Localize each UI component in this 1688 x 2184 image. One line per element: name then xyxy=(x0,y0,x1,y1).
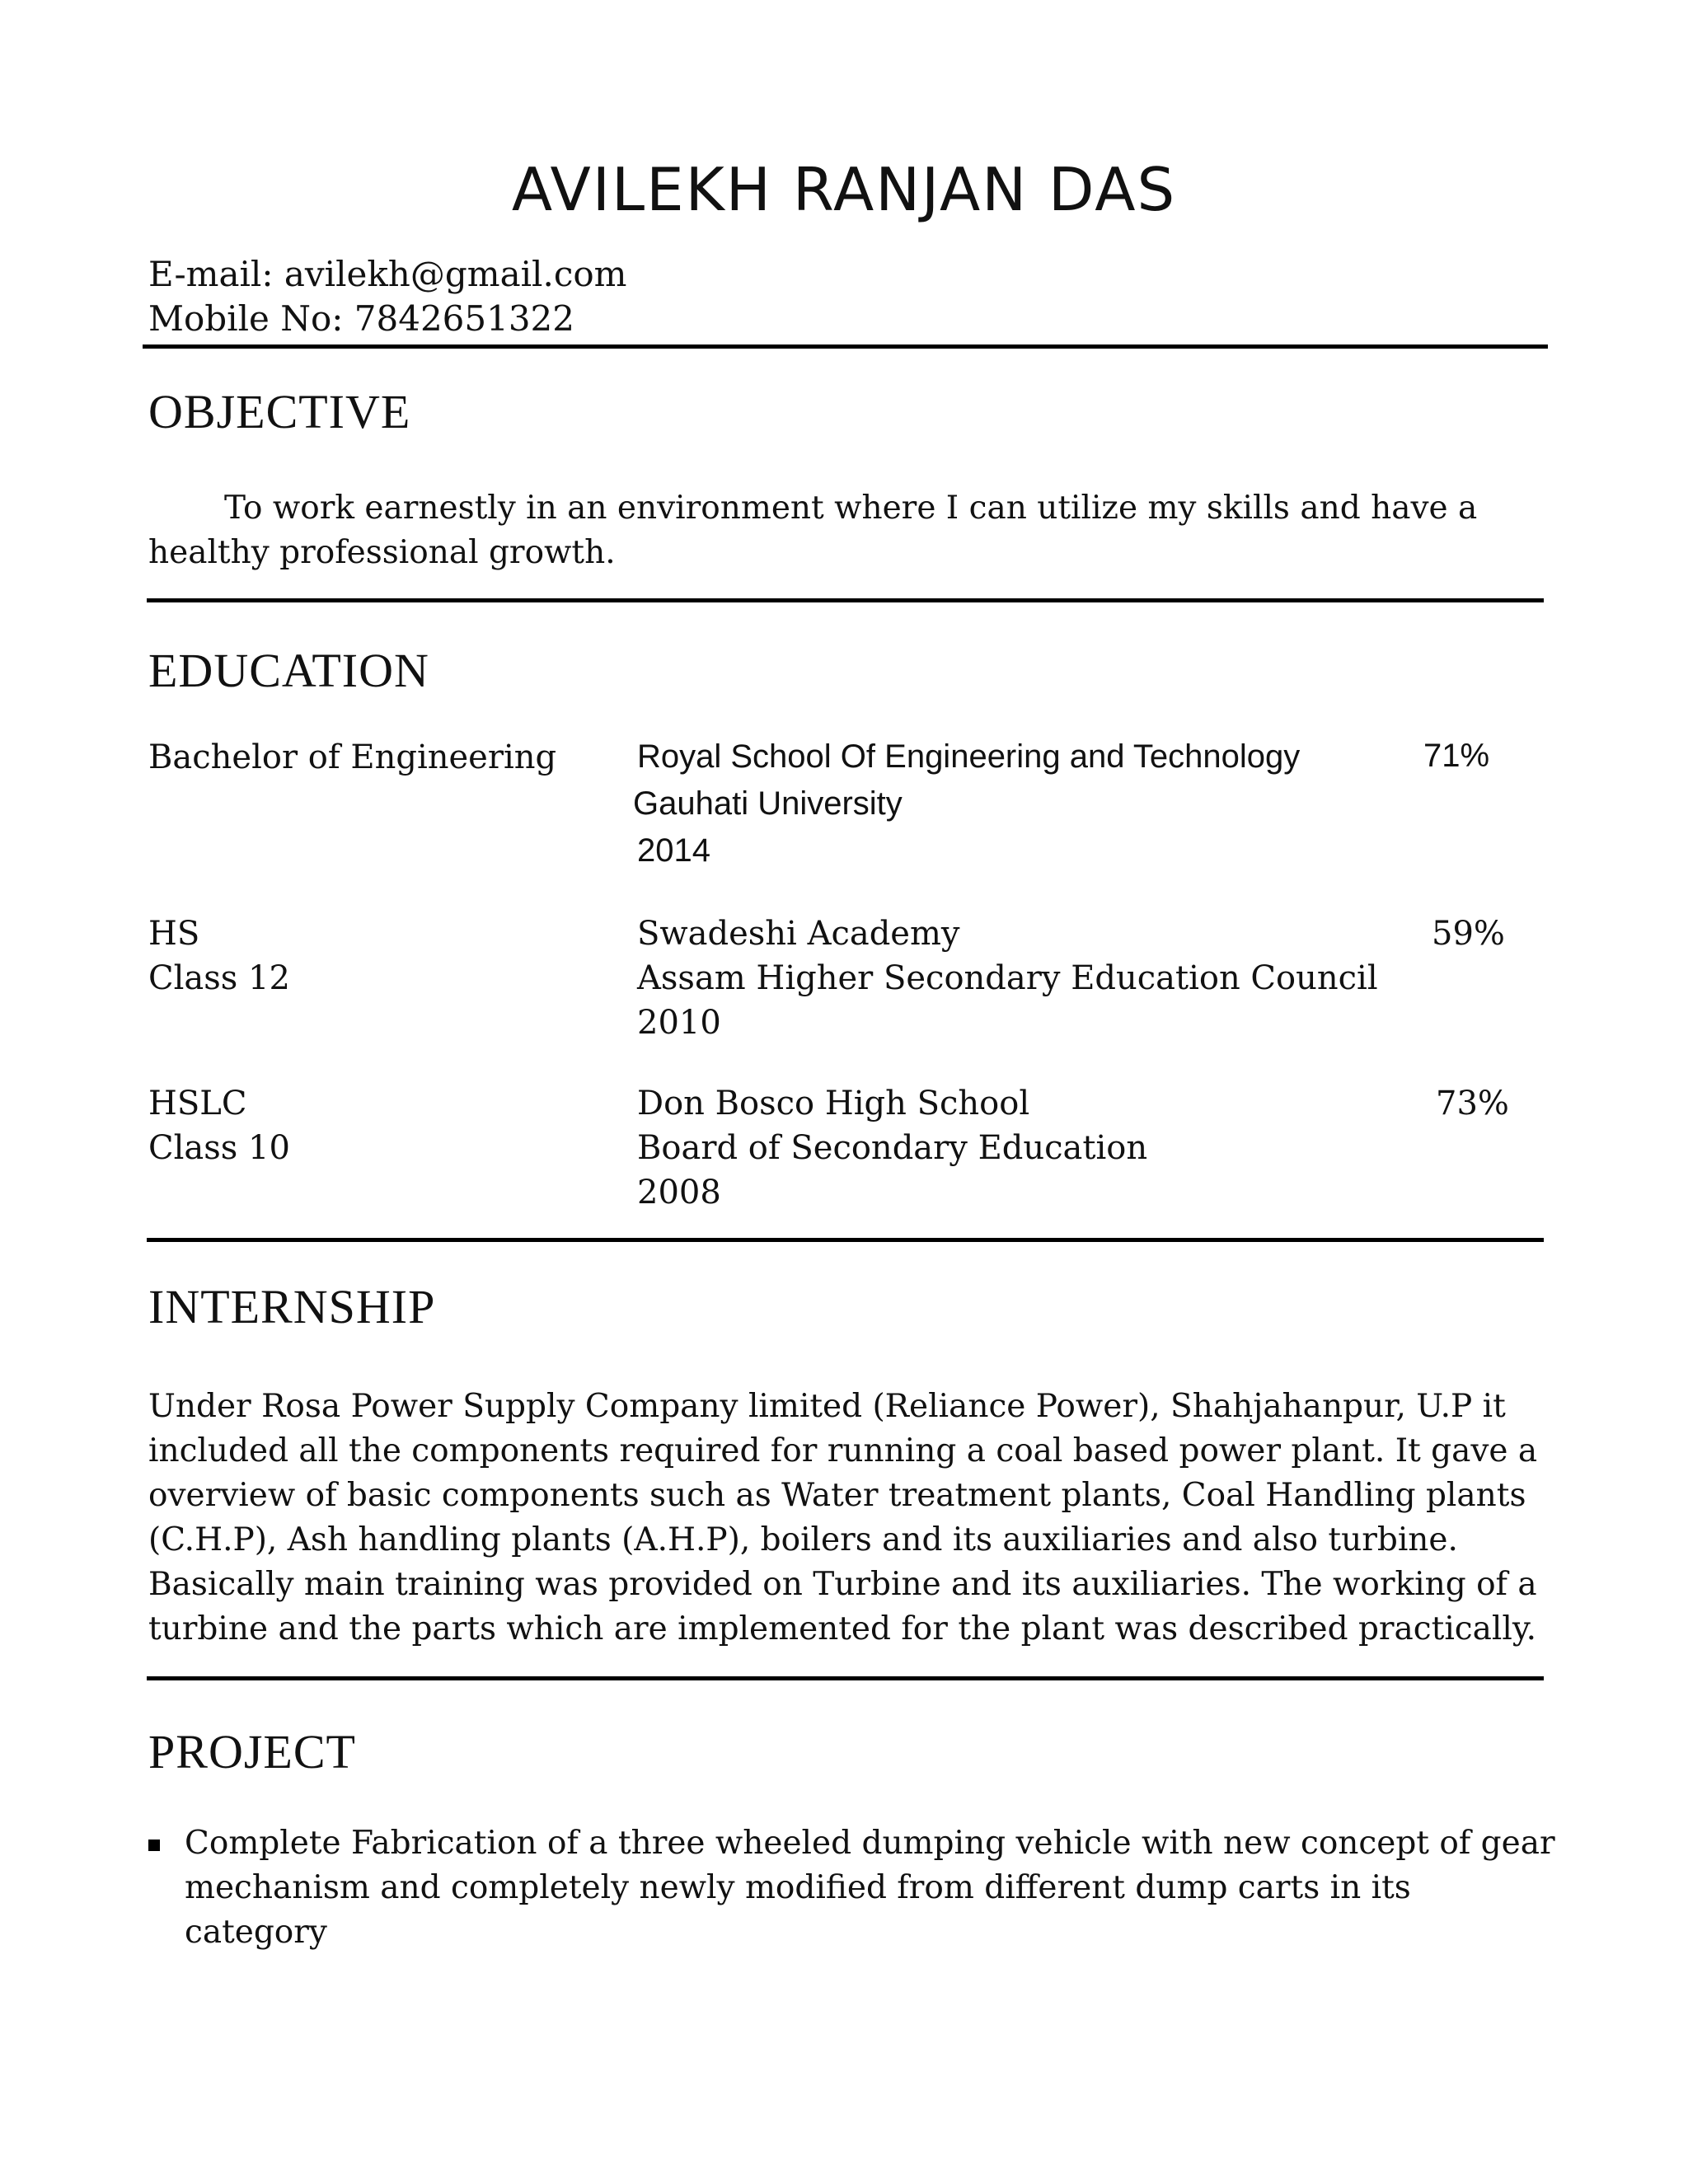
degree-line: HS xyxy=(148,915,200,953)
education-institution xyxy=(637,912,1378,1045)
institution-line: 2010 xyxy=(637,1004,721,1042)
education-degree xyxy=(148,912,290,1001)
institution-line: 2014 xyxy=(637,832,710,869)
internship-line: Basically main training was provided on Turbine and its auxiliaries. The working of a xyxy=(148,1566,1537,1603)
education-heading: EDUCATION xyxy=(148,644,429,697)
internship-line: overview of basic components such as Water treatment plants, Coal Handling plants xyxy=(148,1477,1526,1514)
section-divider xyxy=(147,1238,1544,1242)
project-line: Complete Fabrication of a three wheeled dumping vehicle with new concept of gear xyxy=(185,1825,1555,1862)
project-heading: PROJECT xyxy=(148,1725,356,1779)
institution-line: 2008 xyxy=(637,1174,721,1212)
institution-line: Assam Higher Secondary Education Council xyxy=(637,959,1378,997)
contact-block xyxy=(148,252,626,341)
education-score: 73% xyxy=(1436,1085,1509,1122)
objective-line: To work earnestly in an environment where I can utilize my skills and have a xyxy=(224,490,1478,527)
education-institution xyxy=(633,733,1301,874)
institution-line: Board of Secondary Education xyxy=(637,1129,1148,1167)
section-divider xyxy=(147,598,1544,602)
objective-line: healthy professional growth. xyxy=(148,534,616,571)
education-score: 59% xyxy=(1432,915,1505,953)
internship-heading: INTERNSHIP xyxy=(148,1280,436,1333)
degree-line: Class 10 xyxy=(148,1129,290,1167)
internship-line: turbine and the parts which are implemented for the plant was described practically. xyxy=(148,1610,1537,1647)
email-line: E-mail: avilekh@gmail.com xyxy=(148,254,627,294)
education-degree xyxy=(148,1081,290,1170)
degree-line: Class 12 xyxy=(148,959,290,997)
internship-line: (C.H.P), Ash handling plants (A.H.P), boilers and its auxiliaries and also turbine. xyxy=(148,1521,1458,1558)
project-line: mechanism and completely newly modified from different dump carts in its xyxy=(185,1869,1411,1906)
objective-heading: OBJECTIVE xyxy=(148,385,411,438)
education-degree xyxy=(148,735,556,780)
institution-line: Don Bosco High School xyxy=(637,1085,1030,1122)
internship-line: included all the components required for running a coal based power plant. It gave a xyxy=(148,1432,1538,1469)
institution-line: Swadeshi Academy xyxy=(637,915,960,953)
section-divider xyxy=(147,1676,1544,1680)
education-institution xyxy=(637,1081,1147,1215)
objective-text xyxy=(148,486,1550,575)
project-item-text xyxy=(185,1821,1569,1955)
education-score: 71% xyxy=(1423,738,1490,774)
mobile-line: Mobile No: 7842651322 xyxy=(148,298,575,339)
internship-text xyxy=(148,1385,1550,1652)
institution-line: Gauhati University xyxy=(633,785,903,822)
bullet-square-icon xyxy=(148,1840,160,1851)
internship-line: Under Rosa Power Supply Company limited (Reliance Power), Shahjahanpur, U.P it xyxy=(148,1388,1506,1425)
project-line: category xyxy=(185,1914,327,1951)
degree-line: HSLC xyxy=(148,1085,247,1122)
institution-line: Royal School Of Engineering and Technology xyxy=(637,738,1301,775)
section-divider xyxy=(143,344,1548,349)
degree-line: Bachelor of Engineering xyxy=(148,738,557,776)
candidate-name: AVILEKH RANJAN DAS xyxy=(511,155,1177,224)
